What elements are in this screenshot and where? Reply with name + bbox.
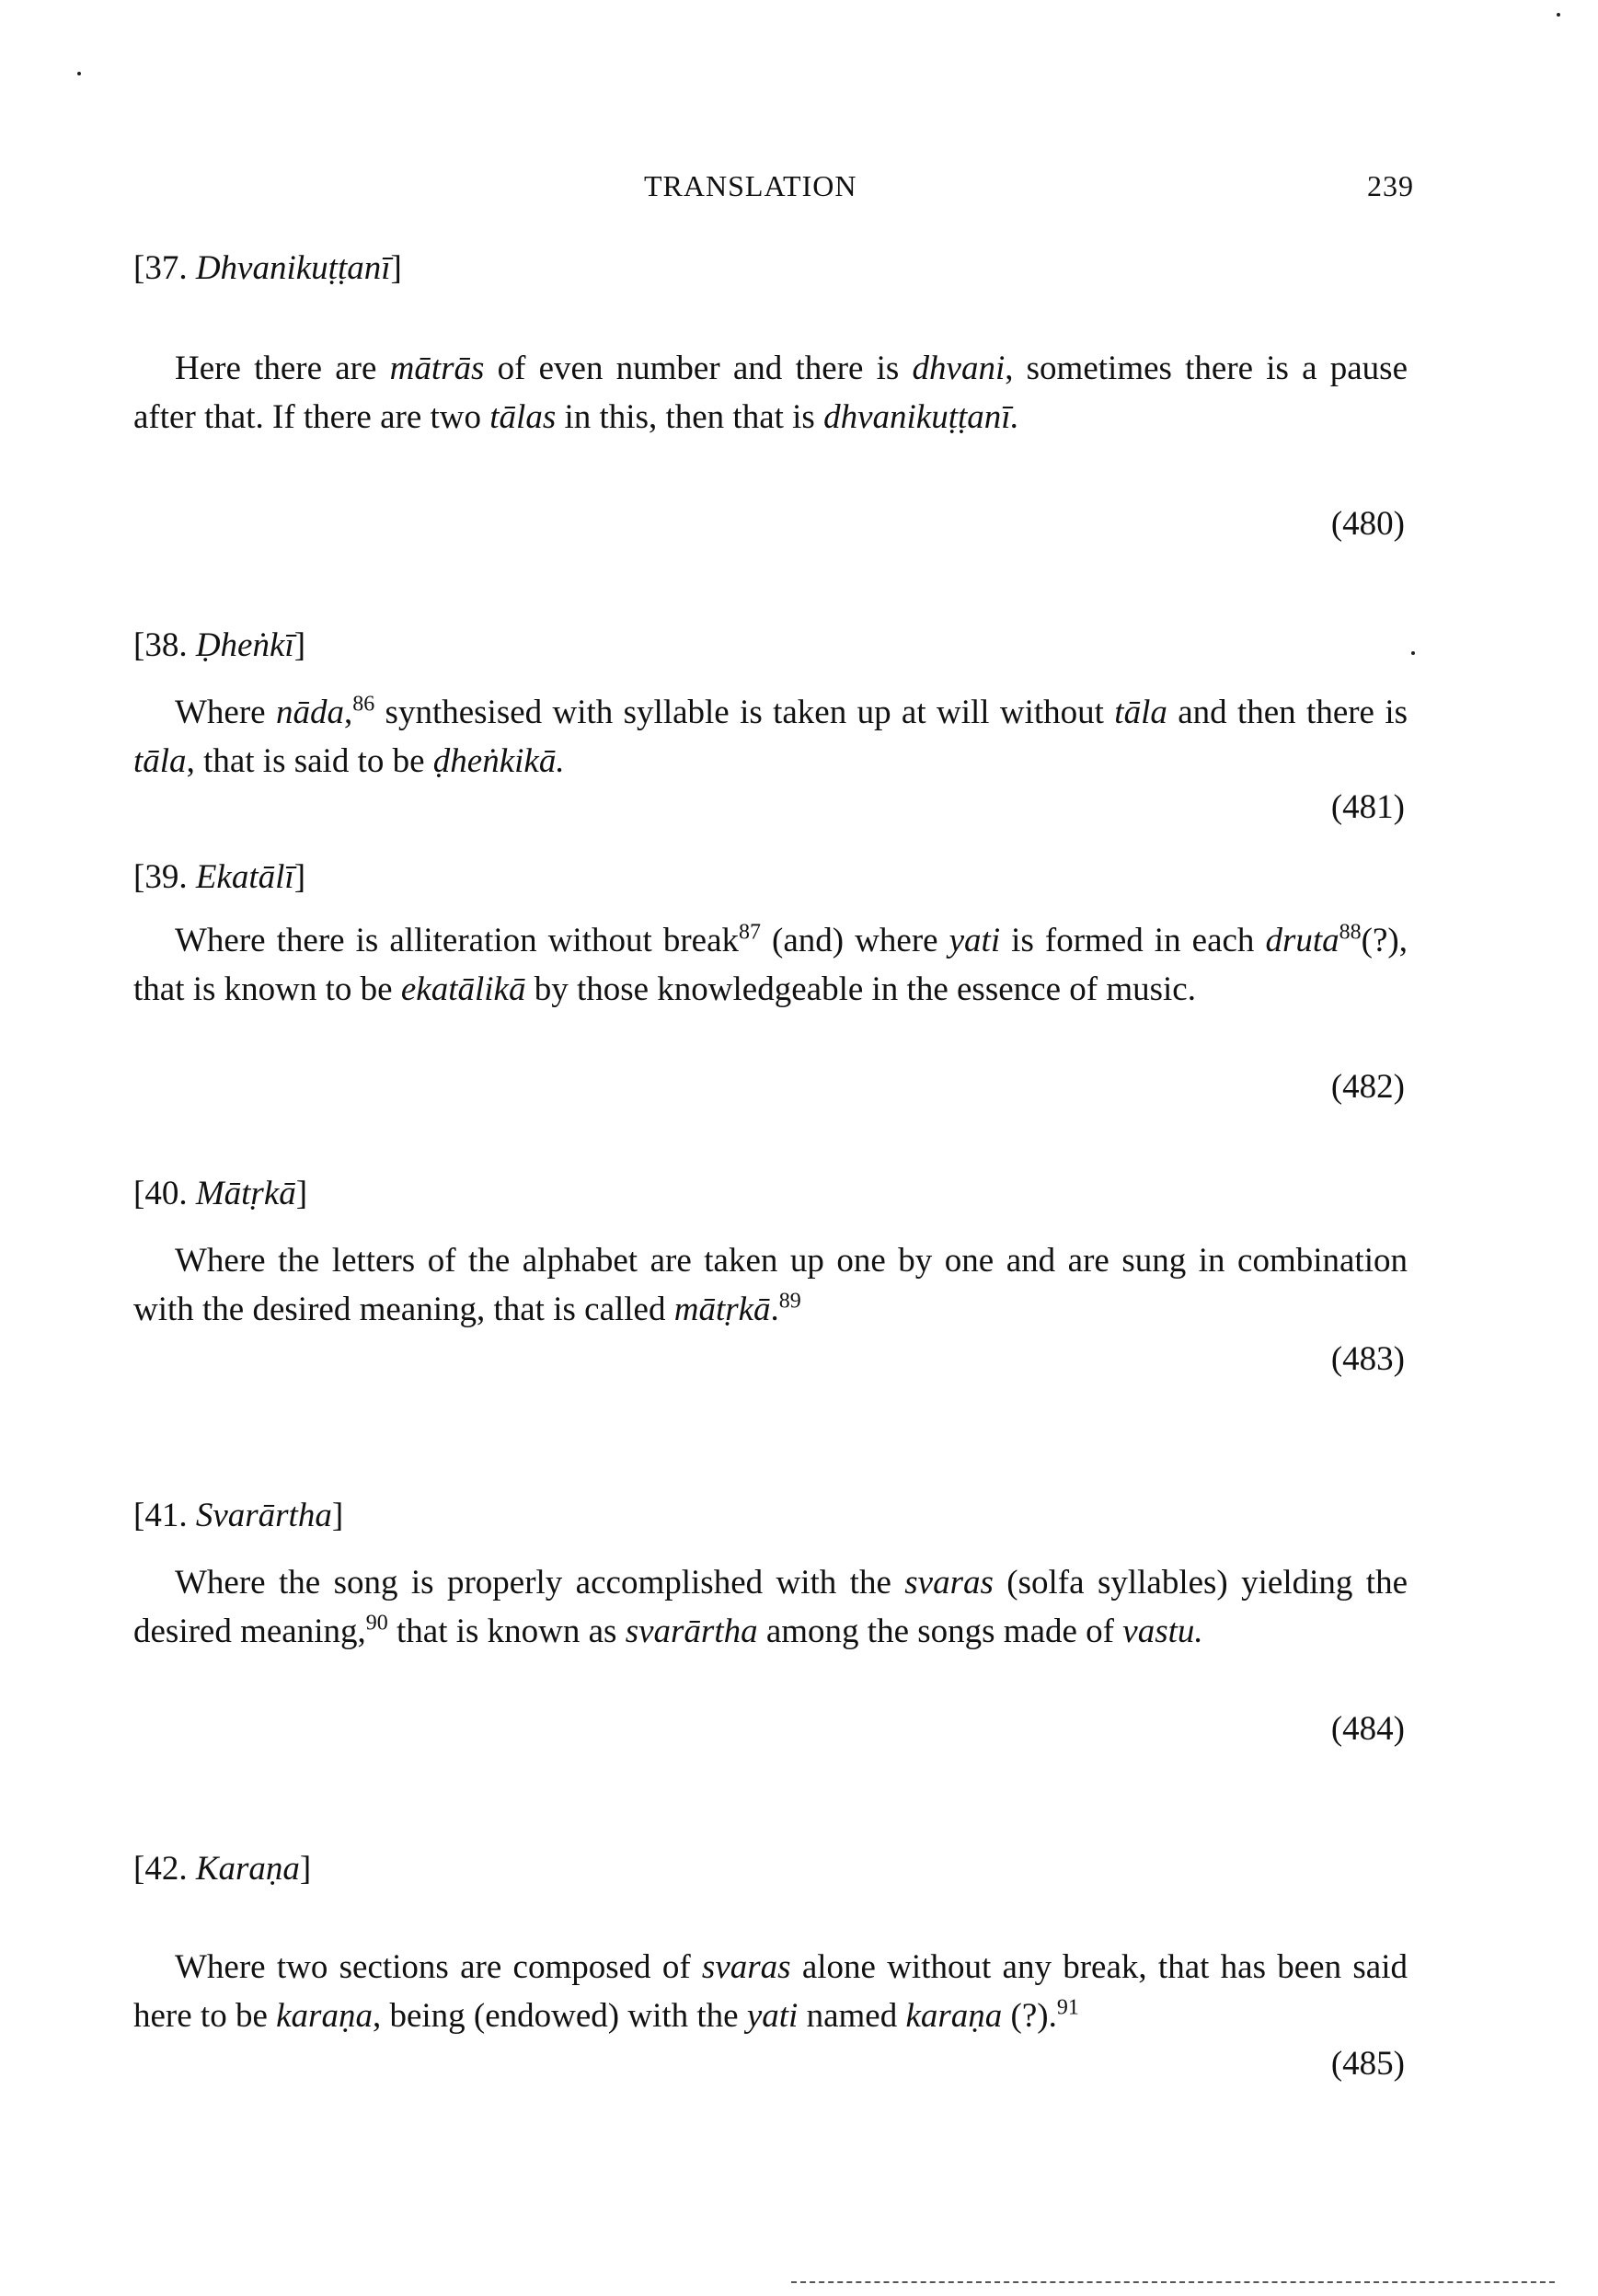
section-paragraph — [133, 1236, 1408, 1334]
section-heading-37: [37. Dhvanikuṭṭanī] — [133, 249, 402, 287]
text-run: , — [343, 694, 353, 731]
section-paragraph — [133, 1558, 1408, 1656]
italic-term: mātrās — [389, 350, 485, 387]
text-run: named — [798, 1997, 906, 2035]
verse-number: (483) — [1330, 1340, 1405, 1378]
text-run: alone without any break, that has been said here to be — [133, 1948, 1408, 2035]
text-run: , sometimes there is a pause after that. If there are two — [133, 350, 1408, 436]
italic-term: yati — [948, 922, 1001, 959]
text-run: that is known as — [387, 1613, 626, 1650]
italic-term: tālas — [489, 398, 557, 436]
verse-number: (481) — [1330, 788, 1405, 826]
section-heading-38: [38. Ḍheṅkī] — [133, 626, 306, 664]
section-paragraph — [133, 916, 1408, 1014]
footnote-marker: 88 — [1339, 920, 1362, 945]
scan-speck — [1411, 651, 1415, 655]
italic-term: vastu. — [1122, 1613, 1203, 1650]
section-heading-39: [39. Ekatālī] — [133, 858, 306, 896]
text-run: (?). — [1002, 1997, 1057, 2035]
text-run: , being (endowed) with the — [372, 1997, 747, 2035]
section-heading-41: [41. Svarārtha] — [133, 1497, 344, 1534]
verse-number: (482) — [1330, 1068, 1405, 1106]
footnote-marker: 87 — [739, 920, 761, 945]
text-run: Where two sections are composed of — [175, 1948, 702, 1986]
text-run: Here there are — [175, 350, 390, 387]
section-paragraph — [133, 688, 1408, 786]
italic-term: ekatālikā — [400, 970, 526, 1008]
text-run: among the songs made of — [757, 1613, 1123, 1650]
italic-term: mātṛkā — [673, 1291, 771, 1328]
italic-term: druta — [1265, 922, 1339, 959]
text-run: (and) where — [761, 922, 949, 959]
italic-term: svarārtha — [625, 1613, 758, 1650]
scan-speck — [77, 72, 81, 75]
section-paragraph — [133, 344, 1408, 442]
verse-number: (480) — [1330, 505, 1405, 543]
text-run: (solfa syllables) yielding the desired meaning, — [133, 1564, 1408, 1650]
italic-term: tāla — [1114, 694, 1167, 731]
italic-term: nāda — [275, 694, 344, 731]
italic-term: yati — [746, 1997, 799, 2035]
text-run: is formed in each — [1000, 922, 1266, 959]
text-run: , that is said to be — [186, 742, 433, 780]
footnote-marker: 89 — [778, 1289, 801, 1314]
text-run: and then there is — [1167, 694, 1408, 731]
section-paragraph — [133, 1943, 1408, 2040]
running-title: TRANSLATION — [644, 169, 857, 202]
footnote-marker: 90 — [365, 1611, 388, 1636]
italic-term: dhvani — [912, 350, 1006, 387]
text-run: Where the song is properly accomplished with the — [175, 1564, 905, 1601]
section-heading-40: [40. Mātṛkā] — [133, 1175, 308, 1212]
italic-term: svaras — [904, 1564, 994, 1601]
verse-number: (485) — [1330, 2045, 1405, 2083]
italic-term: karaṇa — [276, 1997, 373, 2035]
text-run: . — [770, 1291, 779, 1328]
italic-term: tāla — [133, 742, 187, 780]
italic-term: karaṇa — [905, 1997, 1003, 2035]
bottom-scan-edge — [791, 2281, 1555, 2283]
italic-term: dhvanikuṭṭanī. — [823, 398, 1019, 436]
text-run: of even number and there is — [484, 350, 913, 387]
text-run: Where the letters of the alphabet are taken up one by one and are sung in combination with the desired meaning, that is called — [133, 1242, 1408, 1328]
text-run: (?), that is known to be — [133, 922, 1408, 1008]
section-heading-42: [42. Karaṇa] — [133, 1850, 312, 1888]
footnote-marker: 86 — [352, 692, 375, 717]
italic-term: svaras — [701, 1948, 791, 1986]
text-run: by those knowledgeable in the essence of music. — [525, 970, 1196, 1008]
text-run: Where there is alliteration without break — [175, 922, 739, 959]
text-run: Where — [175, 694, 276, 731]
scan-speck — [1557, 13, 1560, 17]
verse-number: (484) — [1330, 1710, 1405, 1748]
text-run: synthesised with syllable is taken up at will without — [374, 694, 1115, 731]
italic-term: ḍheṅkikā. — [432, 742, 565, 780]
page-number: 239 — [1367, 169, 1414, 202]
footnote-marker: 91 — [1056, 1995, 1079, 2020]
text-run: in this, then that is — [556, 398, 824, 436]
